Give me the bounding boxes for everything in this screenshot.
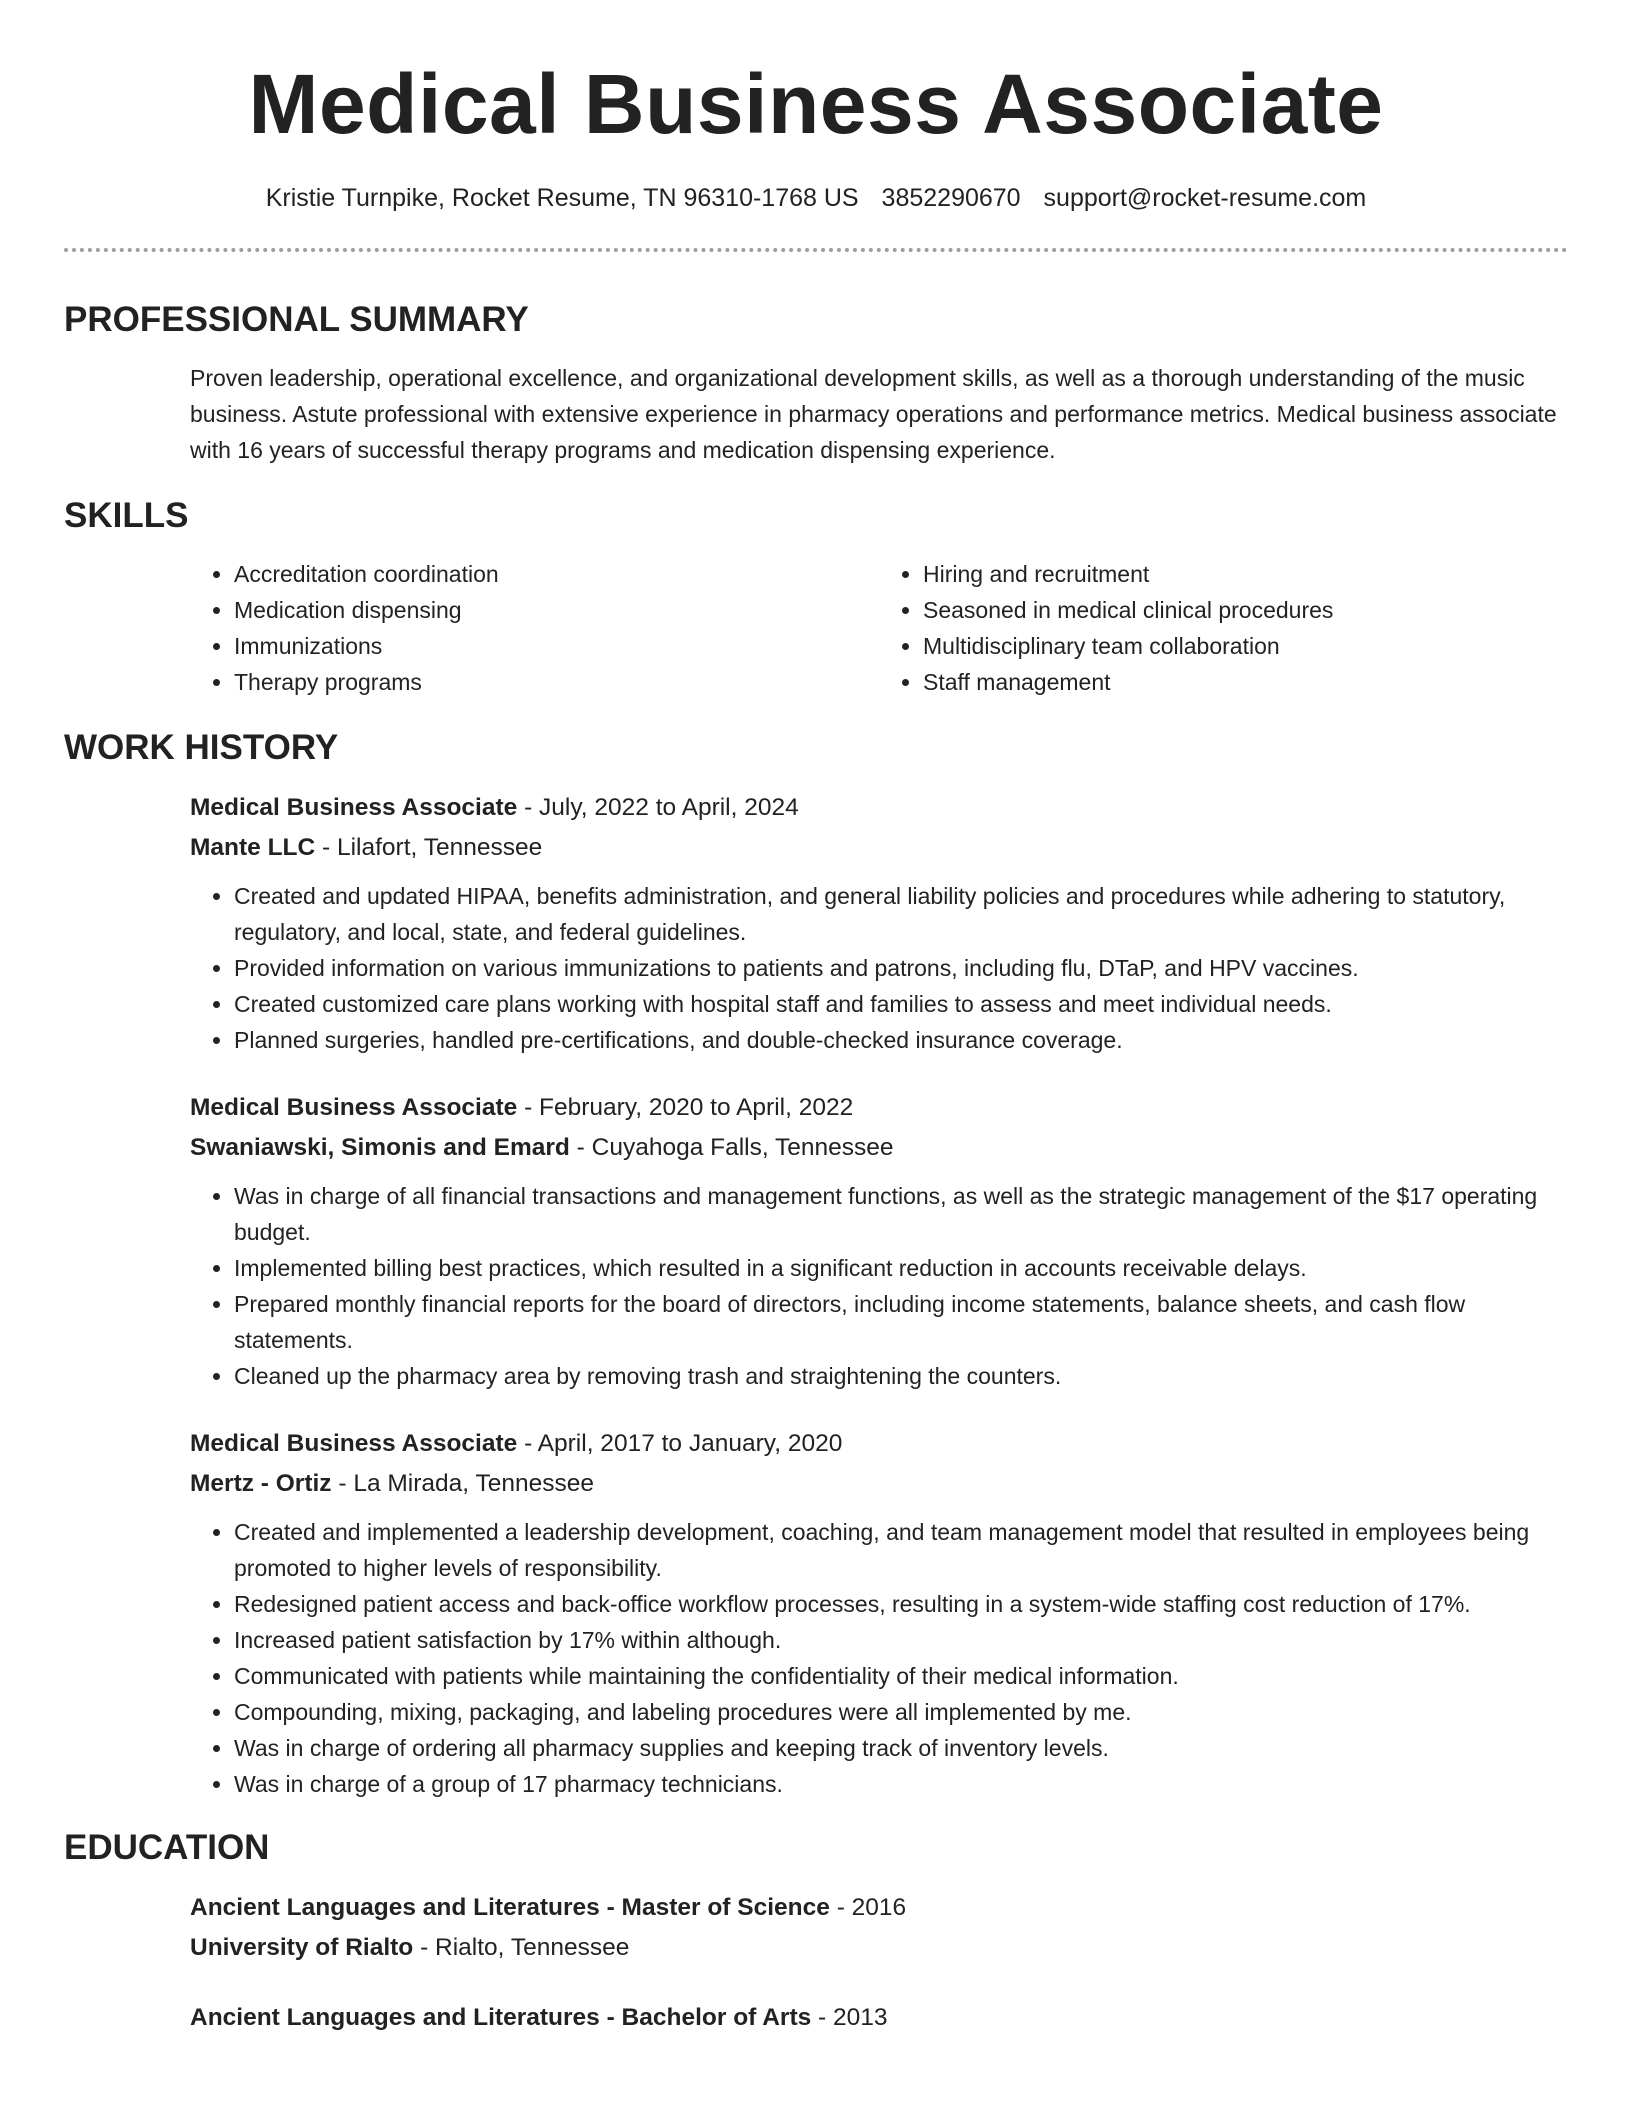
education-section (64, 1826, 1568, 2038)
education-year: - 2016 (829, 1894, 907, 1921)
job-bullet: • Compounding, mixing, packaging, and labeling procedures were all implemented by me. (234, 1694, 1568, 1730)
job-bullet: • Prepared monthly financial reports for the board of directors, including income statements, balance sheets, and cash flow statements. (234, 1286, 1568, 1358)
job-bullet: • Redesigned patient access and back-office workflow processes, resulting in a system-wide staffing cost reduction of 17%. (234, 1586, 1568, 1622)
work-section (64, 726, 1568, 1802)
job-company: Mertz - Ortiz (190, 1470, 332, 1497)
job-bullet: • Was in charge of all financial transactions and management functions, as well as the strategic management of the $17 operating budget. (234, 1178, 1568, 1250)
resume-title: Medical Business Associate (248, 57, 1384, 151)
job-bullets (190, 1514, 1568, 1802)
job-dates: - February, 2020 to April, 2022 (517, 1094, 854, 1121)
job-location: - La Mirada, Tennessee (331, 1470, 594, 1497)
job-entry (190, 788, 1568, 1058)
summary-section (64, 298, 1568, 468)
job-title-line (190, 788, 1568, 828)
education-entry (190, 1888, 1568, 1968)
education-degree-line (190, 1888, 1568, 1928)
skills-columns (190, 556, 1568, 700)
job-role: Medical Business Associate (190, 1430, 518, 1457)
education-school-line (190, 1928, 1568, 1968)
resume-page (64, 0, 1568, 2038)
skill-item: • Multidisciplinary team collaboration (923, 628, 1568, 664)
contact-line (64, 182, 1568, 214)
skill-item: • Staff management (923, 664, 1568, 700)
skills-list-right (879, 556, 1568, 700)
education-location: - Rialto, Tennessee (413, 1934, 630, 1961)
job-company: Mante LLC (190, 834, 316, 861)
summary-heading: PROFESSIONAL SUMMARY (64, 300, 529, 339)
job-company-line (190, 1464, 1568, 1504)
job-bullet: • Communicated with patients while maintaining the confidentiality of their medical information. (234, 1658, 1568, 1694)
education-degree: Ancient Languages and Literatures - Master of Science (190, 1894, 830, 1921)
job-bullet: • Was in charge of a group of 17 pharmacy technicians. (234, 1766, 1568, 1802)
job-bullet: • Created and implemented a leadership development, coaching, and team management model that resulted in employees being promoted to higher levels of responsibility. (234, 1514, 1568, 1586)
job-role: Medical Business Associate (190, 794, 518, 821)
skill-item: • Accreditation coordination (234, 556, 879, 592)
skill-item: • Medication dispensing (234, 592, 879, 628)
job-bullet: • Cleaned up the pharmacy area by removing trash and straightening the counters. (234, 1358, 1568, 1394)
education-degree: Ancient Languages and Literatures - Bachelor of Arts (190, 2004, 812, 2031)
job-bullets (190, 1178, 1568, 1394)
skill-item: • Seasoned in medical clinical procedures (923, 592, 1568, 628)
job-title-line (190, 1088, 1568, 1128)
skill-item: • Hiring and recruitment (923, 556, 1568, 592)
job-bullet: • Provided information on various immunizations to patients and patrons, including flu, DTaP, and HPV vaccines. (234, 950, 1568, 986)
job-bullets (190, 878, 1568, 1058)
job-bullet: • Created and updated HIPAA, benefits administration, and general liability policies and procedures while adhering to statutory, regulatory, and local, state, and federal guidelines. (234, 878, 1568, 950)
job-title-line (190, 1424, 1568, 1464)
contact-email: support@rocket-resume.com (1043, 184, 1367, 212)
job-company: Swaniawski, Simonis and Emard (190, 1134, 570, 1161)
education-school: University of Rialto (190, 1934, 414, 1961)
contact-address: Kristie Turnpike, Rocket Resume, TN 96310-1768 US (265, 184, 859, 212)
skill-item: • Immunizations (234, 628, 879, 664)
summary-text: Proven leadership, operational excellence, and organizational development skills, as well as a thorough understanding of the music business. Astute professional with extensive experience in pharmacy operations and performance metrics. Medical business associate with 16 years of successful therapy programs and medication dispensing experience. (190, 365, 1557, 463)
skills-heading: SKILLS (64, 496, 189, 535)
job-company-line (190, 828, 1568, 868)
header-divider (64, 248, 1568, 252)
job-bullet: • Implemented billing best practices, which resulted in a significant reduction in accounts receivable delays. (234, 1250, 1568, 1286)
skill-item: • Therapy programs (234, 664, 879, 700)
job-dates: - July, 2022 to April, 2024 (517, 794, 799, 821)
job-role: Medical Business Associate (190, 1094, 518, 1121)
contact-phone: 3852290670 (881, 184, 1021, 212)
skills-section (64, 494, 1568, 700)
job-location: - Lilafort, Tennessee (315, 834, 543, 861)
job-bullet: • Increased patient satisfaction by 17% within although. (234, 1622, 1568, 1658)
education-degree-line (190, 1998, 1568, 2038)
work-heading: WORK HISTORY (64, 728, 339, 767)
job-dates: - April, 2017 to January, 2020 (517, 1430, 843, 1457)
education-year: - 2013 (811, 2004, 888, 2031)
job-bullet: • Was in charge of ordering all pharmacy supplies and keeping track of inventory levels. (234, 1730, 1568, 1766)
job-entry (190, 1424, 1568, 1802)
job-bullet: • Created customized care plans working with hospital staff and families to assess and meet individual needs. (234, 986, 1568, 1022)
skills-list-left (190, 556, 879, 700)
job-bullet: • Planned surgeries, handled pre-certifications, and double-checked insurance coverage. (234, 1022, 1568, 1058)
job-entry (190, 1088, 1568, 1394)
education-entry (190, 1998, 1568, 2038)
job-location: - Cuyahoga Falls, Tennessee (569, 1134, 894, 1161)
job-company-line (190, 1128, 1568, 1168)
education-heading: EDUCATION (64, 1828, 270, 1867)
